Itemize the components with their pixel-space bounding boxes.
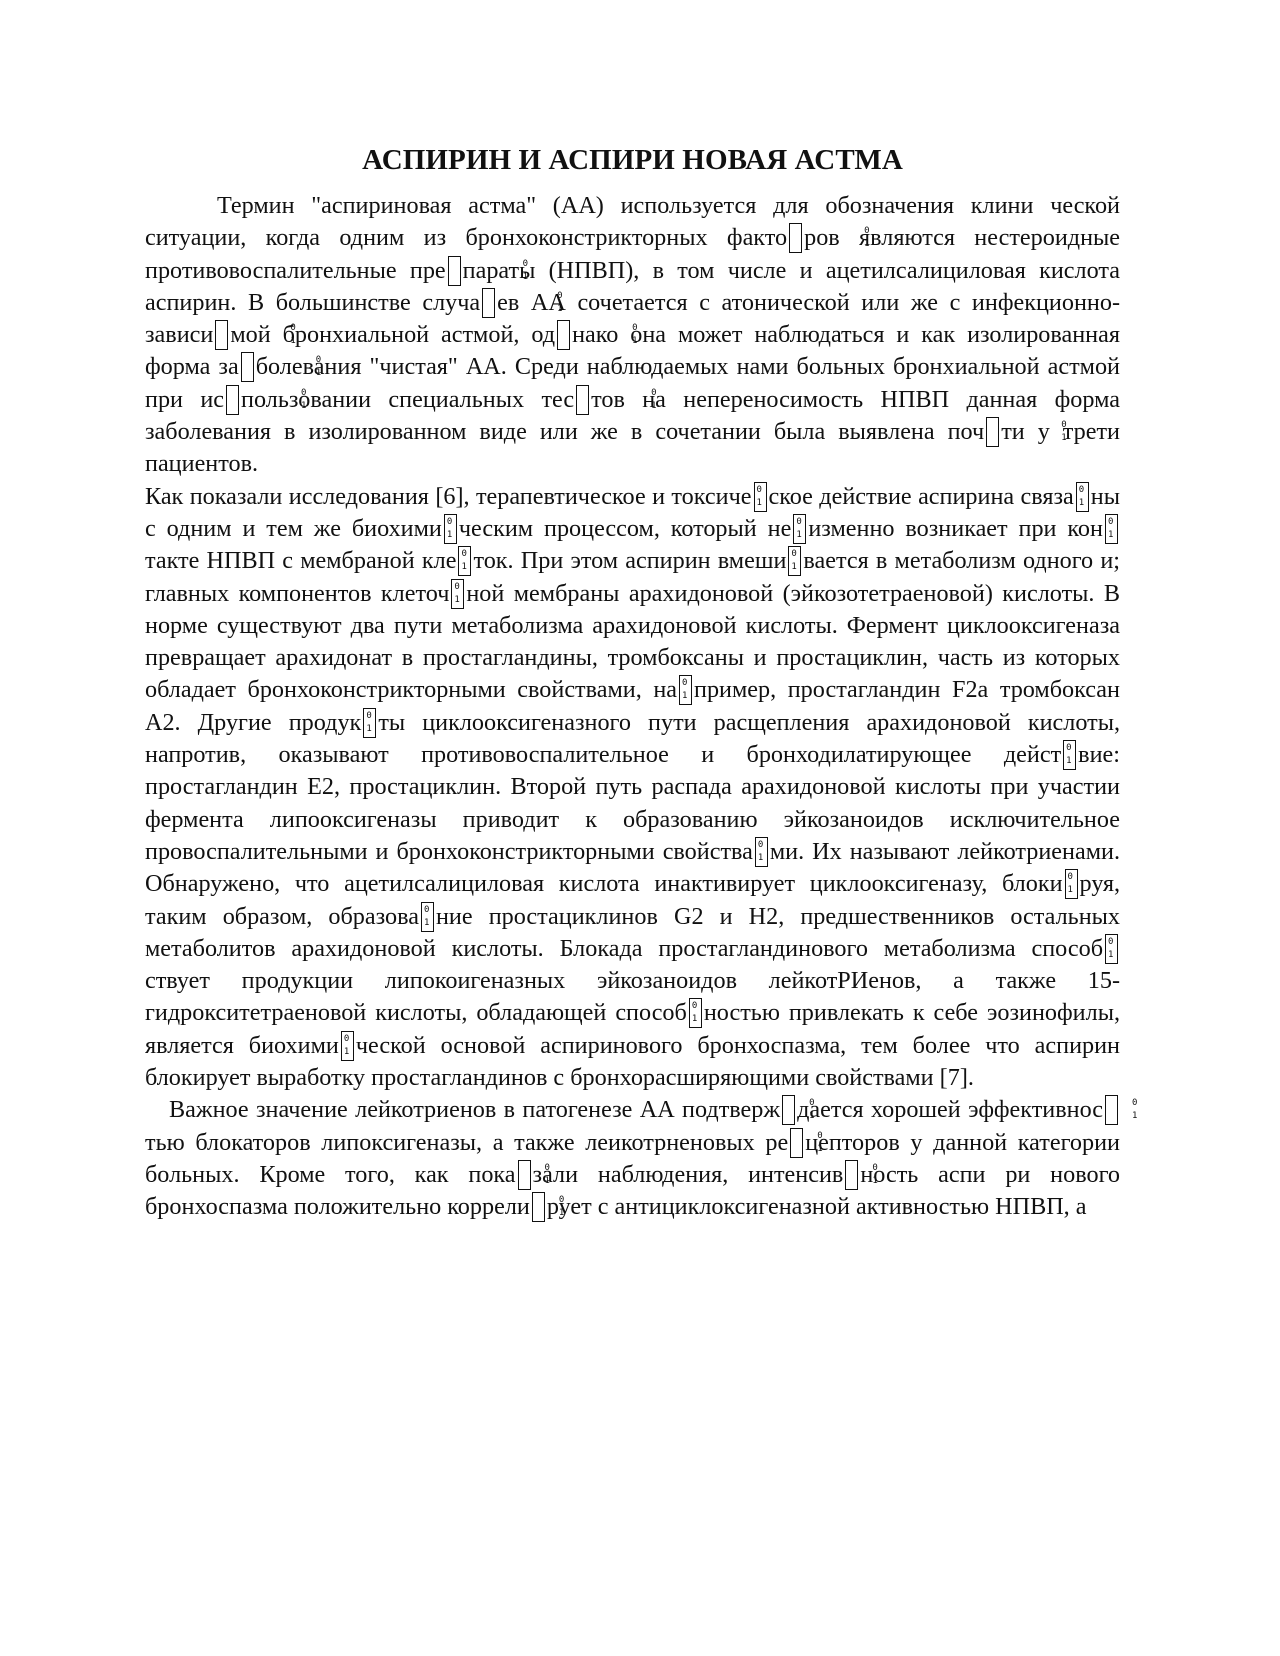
missing-glyph-icon — [789, 223, 802, 253]
missing-glyph-icon — [341, 1031, 354, 1061]
missing-glyph-icon — [451, 579, 464, 609]
missing-glyph-icon — [518, 1160, 531, 1190]
missing-glyph-icon — [241, 352, 254, 382]
missing-glyph-icon — [1076, 482, 1089, 512]
missing-glyph-icon — [755, 837, 768, 867]
paragraph-leukotrienes: Важное значение лейкотриенов в патогенезе АА подтверж0 1 дается хорошей эффективнос0 1тью блокаторов липоксигеназы, а также леикотрненовых ре0 1 цепторов у данной категории больных. Кроме того, как пока0 1 зали наблюдения, интенсив0 1 ность аспи ри нового бронхоспазма положительно коррели0 1 рует с антициклоксигеназной активностью НПВП, а — [145, 1094, 1120, 1223]
missing-glyph-icon — [576, 385, 589, 415]
missing-glyph-icon — [458, 546, 471, 576]
missing-glyph-icon — [790, 1128, 803, 1158]
missing-glyph-icon — [444, 514, 457, 544]
missing-glyph-icon — [448, 256, 461, 286]
missing-glyph-icon — [679, 675, 692, 705]
missing-glyph-icon — [421, 902, 434, 932]
missing-glyph-icon — [557, 320, 570, 350]
missing-glyph-icon — [1105, 934, 1118, 964]
paragraph-mechanism: Как показали исследования [6], терапевтическое и токсиче0 1 ское действие аспирина связа0 1 ны с одним и тем же биохими0 1 ческим процессом, который не0 1 изменно возникает при кон0 1такте НПВП с мембраной кле0 1 ток. При этом аспирин вмеши0 1 вается в метаболизм одного и; главных компонентов клеточ0 1 ной мембраны арахидоновой (эйкозотетраеновой) кислоты. В норме существуют два пути метаболизма арахидоновой кислоты. Фермент циклооксигеназа превращает арахидонат в простагландины, тромбоксаны и простациклин, часть из которых обладает бронхоконстрикторными свойствами, на0 1 пример, простагландин F2a тромбоксан A2. Другие продук0 1 ты циклооксигеназного пути расщепления арахидоновой кислоты, напротив, оказывают противовоспалительное и бронходилатирующее дейст0 1 вие: простагландин E2, простациклин. Второй путь распада арахидоновой кислоты при участии фермента липооксигеназы приводит к образованию эйкозаноидов исключительное провоспалительными и бронхоконстрикторными свойства0 1 ми. Их называют лейкотриенами. Обнаружено, что ацетилсалициловая кислота инактивирует циклооксигеназу, блоки0 1 руя, таким образом, образова0 1 ние простациклинов G2 и H2, предшественников остальных метаболитов арахидоновой кислоты. Блокада простагландинового метаболизма способ0 1ствует продукции липокоигеназных эйкозаноидов лейкотРИенов, а также 15-гидрокситетраеновой кислоты, обладающей способ0 1 ностью привлекать к себе эозинофилы, является биохими0 1 ческой основой аспиринового бронхоспазма, тем более что аспирин блокирует выработку простагландинов с бронхорасширяющими свойствами [7]. — [145, 481, 1120, 1095]
missing-glyph-icon — [1105, 514, 1118, 544]
missing-glyph-icon — [363, 708, 376, 738]
paragraph-definition: Термин "аспириновая астма" (АА) используется для обозначения клини ческой ситуации, когда одним из бронхоконстрикторных факто0 1 ров являются нестероидные противовоспалительные пре0 1 параты (НПВП), в том числе и ацетилсалициловая кислота аспирин. В большинстве случа0 1 ев АА сочетается с атонической или же с инфекционно-зависи0 1 мой бронхиальной астмой, од0 1 нако она может наблюдаться и как изолированная форма за0 1 болевания "чистая" АА. Среди наблюдаемых нами больных бронхиальной астмой при ис0 1 пользовании специальных тес0 1 тов на непереносимость НПВП данная форма заболевания в изолированном виде или же в сочетании была выявлена поч0 1 ти у трети пациентов. — [145, 190, 1120, 481]
missing-glyph-icon — [788, 546, 801, 576]
missing-glyph-icon — [782, 1095, 795, 1125]
missing-glyph-icon — [1063, 740, 1076, 770]
missing-glyph-icon — [226, 385, 239, 415]
missing-glyph-icon — [1065, 869, 1078, 899]
missing-glyph-icon — [532, 1192, 545, 1222]
missing-glyph-icon — [845, 1160, 858, 1190]
missing-glyph-icon — [754, 482, 767, 512]
missing-glyph-icon — [793, 514, 806, 544]
document-body — [145, 140, 1120, 1224]
missing-glyph-icon — [482, 288, 495, 318]
missing-glyph-icon — [986, 417, 999, 447]
missing-glyph-icon — [689, 998, 702, 1028]
missing-glyph-icon — [215, 320, 228, 350]
document-title: АСПИРИН И АСПИРИ НОВАЯ АСТМА — [362, 144, 903, 176]
missing-glyph-icon — [1105, 1095, 1118, 1125]
